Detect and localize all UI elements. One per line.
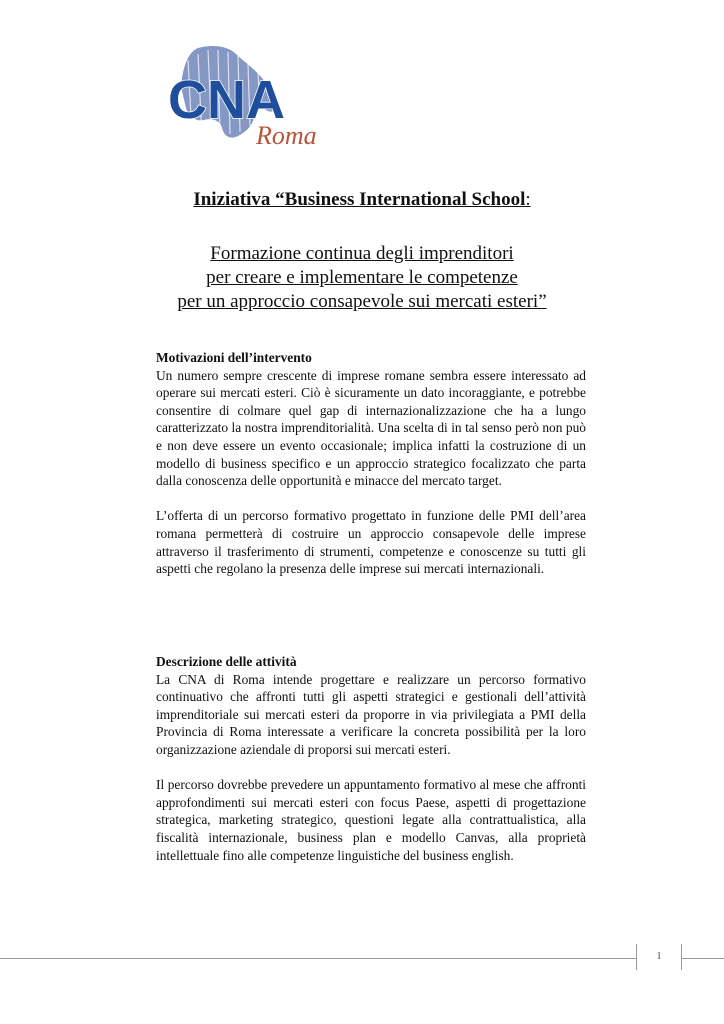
title-suffix: : (525, 189, 531, 210)
logo-cna-text: CNA (168, 70, 285, 130)
cna-roma-logo (158, 40, 328, 160)
subtitle-line-2: per creare e implementare le competenze (206, 267, 518, 288)
section-descrizione (156, 653, 586, 864)
page-number: 1 (636, 944, 682, 970)
section-motivazioni (156, 349, 586, 578)
logo-roma-text: Roma (256, 121, 317, 150)
footer-divider (0, 958, 724, 959)
title-main-text: Iniziativa “Business International School (193, 189, 526, 210)
section-paragraph: La CNA di Roma intende progettare e realizzare un percorso formativo continuativo che affronti tutti gli aspetti strategici e gestionali dell’attività imprenditoriale sui mercati esteri da proporre in via privilegiata a PMI della Provincia di Roma interessate a verificare la concreta possibilità per la loro organizzazione aziendale di proporsi sui mercati esteri. (156, 671, 586, 757)
document-title (0, 188, 724, 212)
document-subtitle (0, 242, 724, 314)
section-paragraph: Il percorso dovrebbe prevedere un appuntamento formativo al mese che affronti approfondimenti sui mercati esteri con focus Paese, aspetti di progettazione strategica, marketing strategico, questioni legate alla contrattualistica, alla fiscalità internazionale, business plan e modello Canvas, alla proprietà intellettuale fino alle competenze linguistiche del business english. (156, 777, 586, 863)
document-title-block (0, 188, 724, 314)
cna-logo-graphic (158, 40, 328, 160)
section-heading: Motivazioni dell’intervento (156, 350, 312, 365)
subtitle-line-3: per un approccio consapevole sui mercati esteri” (177, 291, 547, 312)
subtitle-line-1: Formazione continua degli imprenditori (210, 243, 514, 264)
section-paragraph: L’offerta di un percorso formativo progettato in funzione delle PMI dell’area romana permetterà di costruire un approccio consapevole delle imprese attraverso il trasferimento di strumenti, competenze e conoscenze su tutti gli aspetti che regolano la presenza delle imprese sui mercati internazionali. (156, 508, 586, 577)
section-heading: Descrizione delle attività (156, 654, 297, 669)
section-paragraph: Un numero sempre crescente di imprese romane sembra essere interessato ad operare sui mercati esteri. Ciò è sicuramente un dato incoraggiante, e potrebbe consentire di colmare quel gap di internazionalizzazione che ha a lungo caratterizzato la nostra imprenditorialità. Una scelta di in tal senso però non può e non deve essere un evento occasionale; implica infatti la costruzione di un modello di business specifico e un approccio strategico focalizzato che parta dalla conoscenza delle opportunità e minacce del mercato target. (156, 367, 586, 489)
